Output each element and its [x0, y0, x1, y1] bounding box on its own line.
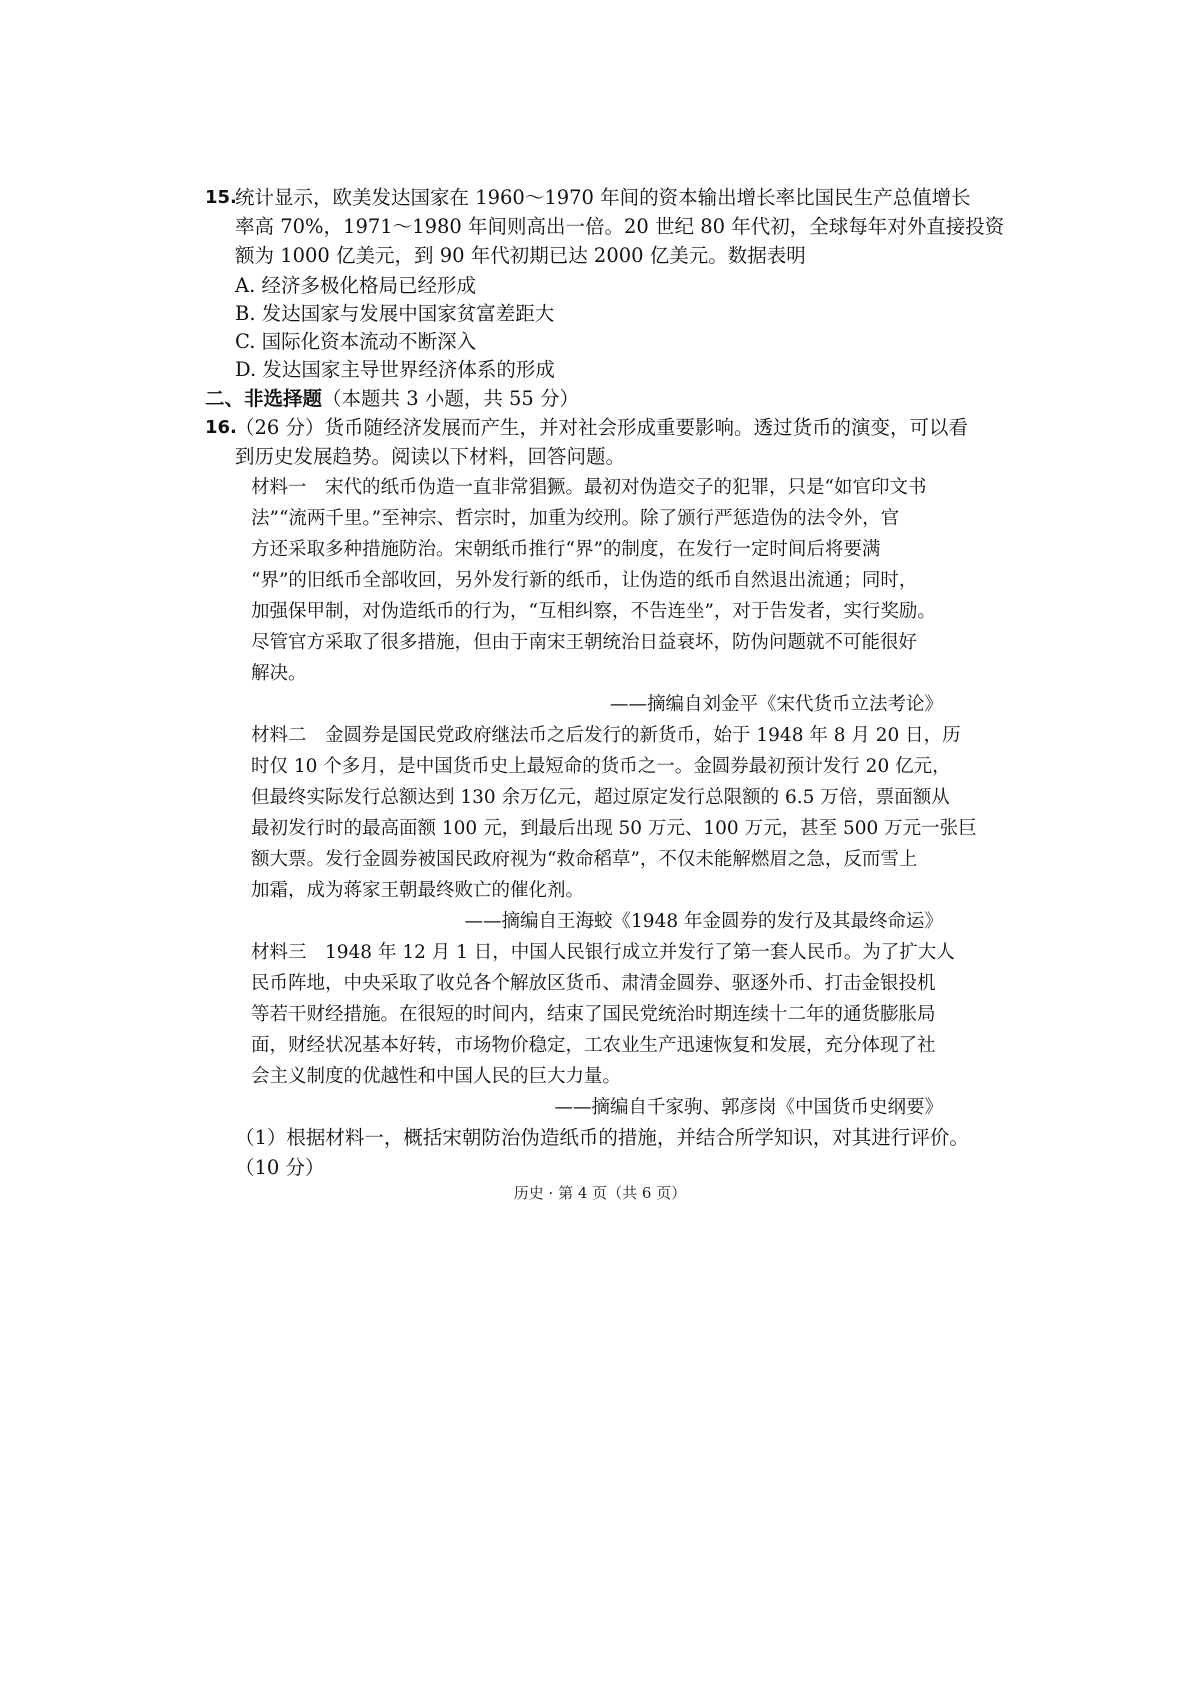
- option-b: B. 发达国家与发展中国家贫富差距大: [235, 302, 555, 325]
- material-3-line: 面，财经状况基本好转，市场物价稳定，工农业生产迅速恢复和发展，充分体现了社: [251, 1035, 936, 1056]
- material-3-source: ——摘编自千家驹、郭彦岗《中国货币史纲要》: [554, 1097, 943, 1118]
- material-1: [235, 472, 943, 720]
- material-3-line: 民币阵地，中央采取了收兑各个解放区货币、肃清金圆券、驱逐外币、打击金银投机: [251, 973, 936, 994]
- question-number: 15.: [205, 187, 237, 208]
- option-a: A. 经济多极化格局已经形成: [235, 274, 476, 297]
- material-2: [235, 720, 977, 937]
- material-3-line: 等若干财经措施。在很短的时间内，结束了国民党统治时期连续十二年的通货膨胀局: [251, 1004, 936, 1025]
- material-2-line: 最初发行时的最高面额 100 元，到最后出现 50 万元、100 万元，甚至 500 万元一张巨: [251, 818, 977, 839]
- page-content: [205, 183, 1005, 1183]
- question-number: 16.: [205, 417, 237, 438]
- material-3-line: 材料三 1948 年 12 月 1 日，中国人民银行成立并发行了第一套人民币。为了扩大人: [251, 942, 955, 963]
- option-c: C. 国际化资本流动不断深入: [235, 330, 477, 353]
- question-16-line: [205, 413, 969, 442]
- question-15-text: 统计显示，欧美发达国家在 1960～1970 年间的资本输出增长率比国民生产总值增长: [235, 186, 971, 209]
- material-1-line: 加强保甲制，对伪造纸币的行为，“互相纠察，不告连坐”，对于告发者，实行奖励。: [251, 601, 936, 622]
- section-note: （本题共 3 小题，共 55 分）: [322, 387, 580, 410]
- material-1-source: ——摘编自刘金平《宋代货币立法考论》: [609, 694, 943, 715]
- material-1-line: 解决。: [251, 663, 307, 684]
- subquestion-1: [235, 1123, 969, 1183]
- question-15-line: [205, 183, 971, 212]
- material-2-source: ——摘编自王海蛟《1948 年金圆券的发行及其最终命运》: [464, 911, 943, 932]
- material-2-line: 加霜，成为蒋家王朝最终败亡的催化剂。: [251, 880, 585, 901]
- option-d: D. 发达国家主导世界经济体系的形成: [235, 358, 555, 381]
- question-16-line: 到历史发展趋势。阅读以下材料，回答问题。: [235, 445, 626, 468]
- question-16-text: （26 分）货币随经济发展而产生，并对社会形成重要影响。透过货币的演变，可以看: [235, 416, 969, 439]
- material-1-line: 方还采取多种措施防治。宋朝纸币推行“界”的制度，在发行一定时间后将要满: [251, 539, 881, 560]
- material-1-line: “界”的旧纸币全部收回，另外发行新的纸币，让伪造的纸币自然退出流通；同时，: [251, 570, 918, 591]
- material-3: [235, 937, 955, 1123]
- material-1-line: 尽管官方采取了很多措施，但由于南宋王朝统治日益衰坏，防伪问题就不可能很好: [251, 632, 918, 653]
- material-2-line: 材料二 金圆券是国民党政府继法币之后发行的新货币，始于 1948 年 8 月 20 日，历: [251, 725, 961, 746]
- material-2-line: 时仅 10 个多月，是中国货币史上最短命的货币之一。金圆券最初预计发行 20 亿元，: [251, 756, 951, 777]
- section-title: 二、非选择题: [205, 387, 323, 410]
- material-3-line: 会主义制度的优越性和中国人民的巨大力量。: [251, 1066, 622, 1087]
- question-15-line: 率高 70%，1971～1980 年间则高出一倍。20 世纪 80 年代初，全球每年对外直接投资: [235, 215, 1005, 238]
- subquestion-1-line: （1）根据材料一，概括宋朝防治伪造纸币的措施，并结合所学知识，对其进行评价。: [235, 1126, 969, 1149]
- section-heading: [205, 384, 935, 413]
- material-1-line: 法”“流两千里。”至神宗、哲宗时，加重为绞刑。除了颁行严惩造伪的法令外，官: [251, 508, 900, 529]
- material-2-line: 但最终实际发行总额达到 130 余万亿元，超过原定发行总限额的 6.5 万倍，票面额从: [251, 787, 950, 808]
- question-15: [205, 183, 1005, 384]
- material-1-line: 材料一 宋代的纸币伪造一直非常猖獗。最初对伪造交子的犯罪，只是“如官印文书: [251, 477, 927, 498]
- question-15-line: 额为 1000 亿美元，到 90 年代初期已达 2000 亿美元。数据表明: [235, 244, 806, 267]
- page-footer: 历史 · 第 4 页（共 6 页）: [513, 1184, 687, 1202]
- question-16: [205, 413, 977, 1183]
- subquestion-1-line: （10 分）: [235, 1156, 325, 1179]
- material-2-line: 额大票。发行金圆券被国民政府视为“救命稻草”，不仅未能解燃眉之急，反而雪上: [251, 849, 918, 870]
